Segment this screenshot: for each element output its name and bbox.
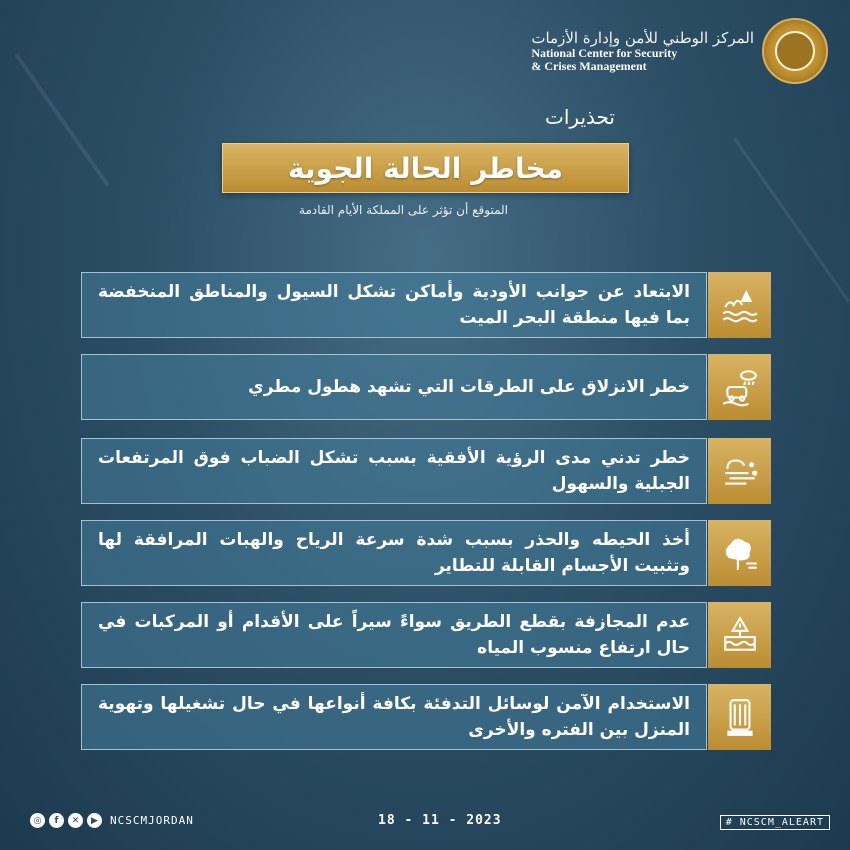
- org-logo: [531, 18, 828, 84]
- car-skid-rain-icon: [708, 354, 771, 420]
- wind-tree-icon: [708, 520, 771, 586]
- org-name-english-line1: National Center for Security: [531, 46, 678, 60]
- warning-item: [81, 272, 771, 338]
- warning-item: [81, 438, 771, 504]
- post-date: 18 - 11 - 2023: [378, 813, 502, 828]
- social-links: [30, 813, 194, 828]
- flood-icon: [708, 272, 771, 338]
- org-name-english-line2: & Crises Management: [531, 59, 647, 73]
- warning-text: الاستخدام الآمن لوسائل التدفئة بكافة أنواعها في حال تشغيلها وتهوية المنزل بين الفتره والأخرى: [81, 684, 707, 750]
- org-name-arabic: المركز الوطني للأمن وإدارة الأزمات: [531, 29, 754, 47]
- warning-item: [81, 602, 771, 668]
- warning-text: أخذ الحيطه والحذر بسبب شدة سرعة الرياح والهبات المرافقة لها وتثبيت الأجسام القابلة للتطاير: [81, 520, 707, 586]
- hashtag-badge[interactable]: # NCSCM_ALEART: [720, 815, 830, 830]
- instagram-icon[interactable]: ◎: [30, 813, 45, 828]
- jordan-crest-emblem-icon: [762, 18, 828, 84]
- warnings-label: تحذيرات: [545, 105, 615, 129]
- warning-item: [81, 684, 771, 750]
- fog-icon: [708, 438, 771, 504]
- page-subtitle: المتوقع أن تؤثر على المملكة الأيام القادمة: [299, 203, 508, 217]
- warning-text: خطر تدني مدى الرؤية الأفقية بسبب تشكل الضباب فوق المرتفعات الجبلية والسهول: [81, 438, 707, 504]
- x-icon[interactable]: ✕: [68, 813, 83, 828]
- warning-item: [81, 520, 771, 586]
- warning-item: [81, 354, 771, 420]
- facebook-icon[interactable]: f: [49, 813, 64, 828]
- youtube-icon[interactable]: ▶: [87, 813, 102, 828]
- water-level-warning-icon: [708, 602, 771, 668]
- warning-text: الابتعاد عن جوانب الأودية وأماكن تشكل السيول والمناطق المنخفضة بما فيها منطقة البحر الميت: [81, 272, 707, 338]
- footer: [0, 800, 850, 850]
- page-title: مخاطر الحالة الجوية: [222, 143, 629, 193]
- heater-icon: [708, 684, 771, 750]
- warning-text: عدم المجازفة بقطع الطريق سواءً سيراً على الأقدام أو المركبات في حال ارتفاع منسوب المياه: [81, 602, 707, 668]
- warning-text: خطر الانزلاق على الطرقات التي تشهد هطول مطري: [81, 354, 707, 420]
- org-name: [531, 29, 754, 73]
- social-handle[interactable]: NCSCMJORDAN: [110, 814, 194, 827]
